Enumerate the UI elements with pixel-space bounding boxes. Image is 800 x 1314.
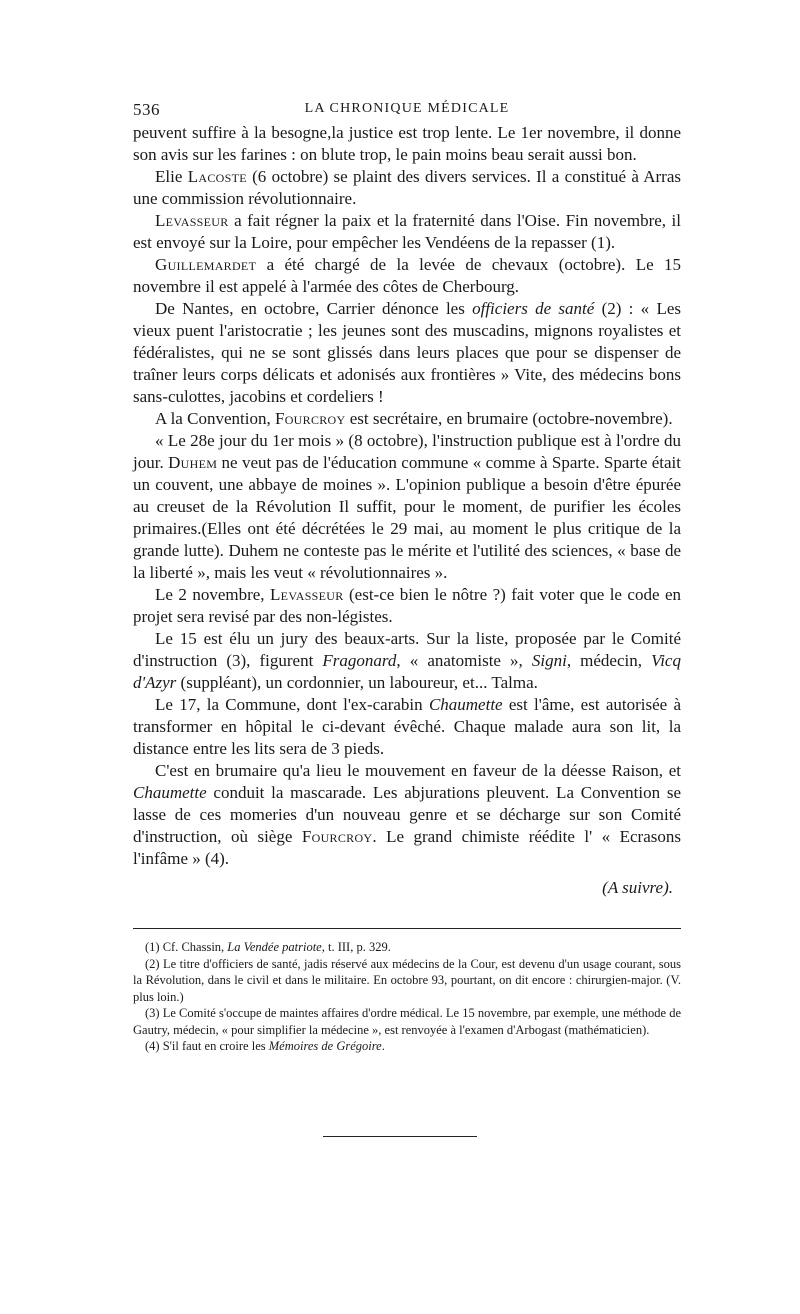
text-run: a été chargé de la levée de chevaux (octobre). Le 15 novembre il est appelé à l'armée des côtes de Cherbourg.	[133, 255, 681, 296]
text-run: conduit la mascarade. Les abjurations pleuvent. La Convention se lasse de ces momeries d'un nouveau genre et se décharge sur son Comité d'instruction, où siège	[133, 783, 681, 846]
paragraph	[133, 254, 681, 298]
text-run: Le 2 novembre,	[155, 585, 270, 604]
footnote	[133, 939, 681, 956]
paragraph	[133, 628, 681, 694]
person-name: Lacoste	[187, 167, 247, 186]
suivre-text: (A suivre).	[602, 878, 673, 897]
text-run: A la Convention,	[155, 409, 275, 428]
text-run: peuvent suffire à la besogne,la justice est trop lente. Le 1er novembre, il donne son avis sur les farines : on blute trop, le pain moins beau serait aussi bon.	[133, 123, 681, 164]
paragraph	[133, 430, 681, 584]
footnote	[133, 1005, 681, 1038]
footnote-divider	[133, 928, 681, 929]
footnotes	[133, 939, 681, 1055]
italic-title: Mémoires de Grégoire	[268, 1039, 382, 1053]
italic-name: Vicq d'Azyr	[133, 651, 681, 692]
page	[133, 100, 681, 1055]
running-title: LA CHRONIQUE MÉDICALE	[304, 101, 510, 116]
footnote	[133, 956, 681, 1006]
text-run: ne veut pas de l'éducation commune « comme à Sparte. Sparte était un couvent, une abbaye de moines ». L'opinion publique a besoin d'être épurée au creuset de la Révolution Il suffit, pour le moment, de purifier les écoles primaires.(Elles ont été décrétées le 29 mai, au moment le plus critique de la grande lutte). Duhem ne conteste pas le mérite et l'utilité des sciences, « base de la liberté », mais les veut « révolutionnaires ».	[133, 453, 681, 582]
paragraph	[133, 584, 681, 628]
end-rule	[323, 1136, 477, 1137]
italic-name: Fragonard	[322, 651, 397, 670]
page-number: 536	[133, 100, 160, 119]
person-name: Fourcroy	[274, 409, 346, 428]
footnote	[133, 1038, 681, 1055]
text-run: (3) Le Comité s'occupe de maintes affaires d'ordre médical. Le 15 novembre, par exemple, une méthode de Gautry, médecin, « pour simplifier la médecine », est renvoyée à l'examen d'Arbogast (mathématicien).	[133, 1006, 681, 1037]
text-run: (4) S'il faut en croire les	[145, 1039, 269, 1053]
italic-term: officiers de santé	[472, 299, 595, 318]
text-run: .	[381, 1039, 385, 1053]
paragraph	[133, 760, 681, 870]
to-be-continued	[133, 878, 681, 898]
paragraph	[133, 122, 681, 166]
text-run: , « anatomiste »,	[396, 651, 532, 670]
paragraph	[133, 298, 681, 408]
text-run: a fait régner la paix et la fraternité dans l'Oise. Fin novembre, il est envoyé sur la Loire, pour empêcher les Vendéens de la repasser (1).	[133, 211, 681, 252]
text-run: (1) Cf. Chassin,	[145, 940, 228, 954]
text-run: (suppléant), un cordonnier, un laboureur, et... Talma.	[176, 673, 538, 692]
page-header	[133, 100, 681, 122]
person-name: Fourcroy	[301, 827, 373, 846]
text-run: , t. III, p. 329.	[321, 940, 391, 954]
text-run: Le 15 est élu un jury des beaux-arts. Sur la liste, proposée par le Comité d'instruction (3), figurent	[133, 629, 681, 670]
paragraph	[133, 166, 681, 210]
person-name: Levasseur	[270, 585, 344, 604]
person-name: Duhem	[168, 453, 218, 472]
text-run: C'est en brumaire qu'a lieu le mouvement en faveur de la déesse Raison, et	[155, 761, 681, 780]
paragraph	[133, 210, 681, 254]
text-run: (2) : « Les vieux puent l'aristocratie ; les jeunes sont des muscadins, mignons royalistes et fédéralistes, qui ne se sont glissés dans leurs places que pour se dispenser de traîner leurs corps délicats et adonisés aux frontières » Vite, des médecins bons sans-culottes, jacobins et cordeliers !	[133, 299, 681, 406]
text-run: . Le grand chimiste réédite l' « Ecrasons l'infâme » (4).	[133, 827, 681, 868]
text-run: est secrétaire, en brumaire (octobre-novembre).	[345, 409, 673, 428]
text-run: , médecin,	[566, 651, 652, 670]
person-name: Levasseur	[155, 211, 229, 230]
text-run: Le 17, la Commune, dont l'ex-carabin	[155, 695, 429, 714]
text-run: (est-ce bien le nôtre ?) fait voter que le code en projet sera revisé par des non-légistes.	[133, 585, 681, 626]
italic-name: Chaumette	[428, 695, 503, 714]
text-run: Elie	[155, 167, 188, 186]
text-run: est l'âme, est autorisée à transformer en hôpital le ci-devant évêché. Chaque malade aura son lit, la distance entre les lits sera de 3 pieds.	[133, 695, 682, 758]
paragraph	[133, 694, 681, 760]
text-run: (6 octobre) se plaint des divers services. Il a constitué à Arras une commission révolutionnaire.	[133, 167, 681, 208]
person-name: Guillemardet	[155, 255, 257, 274]
paragraph	[133, 408, 681, 430]
text-run: De Nantes, en octobre, Carrier dénonce les	[155, 299, 473, 318]
italic-title: La Vendée patriote	[227, 940, 322, 954]
main-text	[133, 122, 681, 898]
italic-name: Signi	[531, 651, 567, 670]
text-run: (2) Le titre d'officiers de santé, jadis réservé aux médecins de la Cour, est devenu d'un usage courant, sous la Révolution, dans le civil et dans le militaire. En octobre 93, pourtant, on dit encore : chirurgien-major. (V. plus loin.)	[133, 956, 681, 1004]
text-run: « Le 28e jour du 1er mois » (8 octobre), l'instruction publique est à l'ordre du jour.	[133, 431, 681, 472]
italic-name: Chaumette	[133, 783, 207, 802]
